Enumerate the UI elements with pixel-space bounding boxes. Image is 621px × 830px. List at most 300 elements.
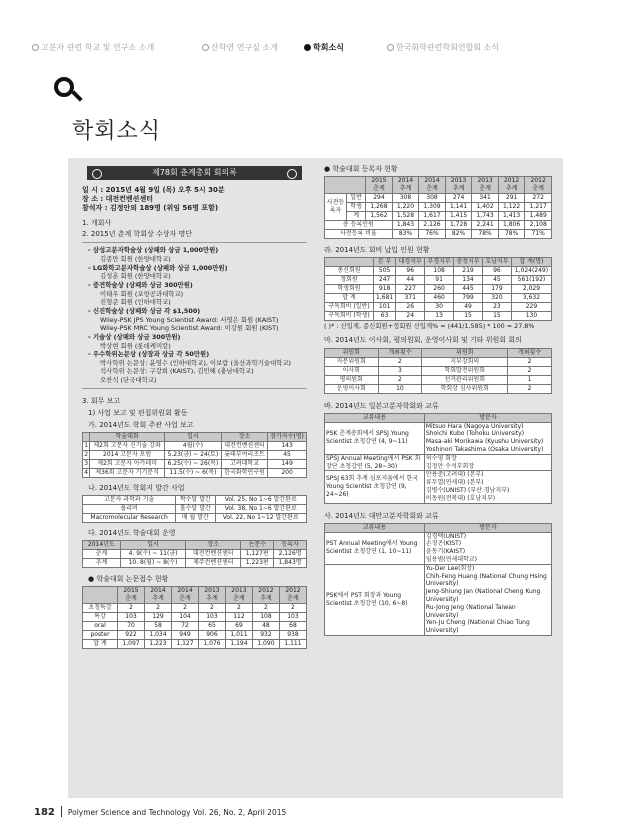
table-cell: 충청지부: [454, 257, 483, 266]
table-cell: 개최횟수: [508, 348, 552, 357]
table-row: [325, 375, 552, 384]
table-cell: [419, 177, 446, 194]
table-cell: 운영이사회: [325, 384, 379, 393]
table-cell: Vol. 22, No 1~12 발간완료: [215, 514, 307, 523]
japan-exchange-table: [324, 413, 552, 504]
item-opening: 1. 개회사: [82, 219, 112, 228]
table-cell: 104: [171, 612, 198, 621]
table-cell: 1,681: [373, 293, 395, 302]
table-cell: 추계: [83, 559, 121, 568]
table-cell: 1,024(249): [511, 266, 551, 275]
table-cell: 1,090: [252, 639, 279, 648]
table-header-row: [325, 257, 552, 266]
table-cell: 특강: [83, 612, 118, 621]
sec3-ga: 가. 2014년도 학회 주관 사업 보고: [88, 420, 194, 429]
award-category: - 신진학술상 (상패와 상금 각 $1,500): [88, 306, 201, 315]
table-cell: 구독회비 (학생): [325, 311, 374, 320]
header-year: 2014: [177, 587, 193, 595]
header-year: 2013: [204, 587, 220, 595]
registration-table: [324, 176, 552, 239]
table-cell: 등록자: [274, 541, 307, 550]
publication-table: [82, 495, 307, 523]
table-cell: 1,402: [472, 202, 499, 211]
table-row: [325, 211, 552, 220]
table-cell: 방문자: [424, 523, 551, 532]
table-cell: 200: [268, 469, 307, 478]
table-cell: 홀수달 발간: [176, 505, 215, 514]
header-year: 2013: [477, 177, 493, 185]
table-cell: 지부장회의: [422, 357, 508, 366]
table-cell: PST Annual Meeting에서 Young Scientist 초청강연 (1, 10~11): [325, 532, 425, 564]
table-row: [325, 471, 552, 503]
table-cell: 1,843명: [274, 559, 307, 568]
table-cell: 2,108: [525, 220, 552, 229]
table-row: [325, 275, 552, 284]
table-cell: 폴리머: [83, 505, 176, 514]
table-cell: 4. 9(수) ~ 11(금): [120, 550, 186, 559]
table-row: [325, 384, 552, 393]
table-cell: 1,127편: [241, 550, 274, 559]
table-row: [325, 454, 552, 471]
table-cell: 460: [425, 293, 454, 302]
table-row: [325, 357, 552, 366]
table-cell: 호남지부: [482, 257, 511, 266]
table-cell: 학회발전위원회: [422, 366, 508, 375]
table-cell: 130: [511, 311, 551, 320]
table-cell: 505: [373, 266, 395, 275]
table-cell: 김경택(UNIST) 손정곤(KIST) 윤동기(KAIST) 임용범(연세대학교): [424, 532, 551, 564]
table-cell: 교류내용: [325, 413, 425, 422]
sec3-title: 3. 회무 보고: [82, 396, 121, 405]
table-cell: 272: [525, 193, 552, 202]
header-season: 춘계: [179, 595, 191, 603]
table-row: [325, 229, 552, 238]
header-season: 춘계: [532, 184, 544, 192]
table-cell: 1,217: [525, 202, 552, 211]
table-row: [83, 496, 307, 505]
table-cell: 2: [118, 603, 145, 612]
table-cell: 78%: [472, 229, 499, 238]
table-cell: 1,220: [392, 202, 419, 211]
award-recipient: 박사학위 논문상: 윤영수 (인하대학교), 이보람 (울산과학기술대학교): [100, 358, 291, 367]
table-row: [83, 505, 307, 514]
table-cell: 179: [482, 284, 511, 293]
table-cell: 1,528: [392, 211, 419, 220]
table-cell: 69: [225, 621, 252, 630]
table-cell: 260: [425, 284, 454, 293]
table-cell: 1: [508, 375, 552, 384]
table-cell: 2,126: [419, 220, 446, 229]
table-cell: 고분자 과학과 기술: [83, 496, 176, 505]
table-cell: 13: [425, 311, 454, 320]
table-cell: 1,011: [225, 630, 252, 639]
header-year: 2012: [503, 177, 520, 185]
table-cell: 2: [252, 603, 279, 612]
sec3-da: 다. 2014년도 학술대회 운영: [88, 529, 176, 538]
table-cell: 춘계: [83, 550, 121, 559]
table-cell: 자문위원회: [325, 357, 379, 366]
nav-dot-icon: [32, 44, 39, 51]
table-cell: 계: [347, 211, 366, 220]
table-cell: 49: [454, 302, 483, 311]
award-category: - 기술상 (상패와 상금 300만원): [88, 332, 181, 341]
table-header-row: [325, 177, 552, 194]
table-cell: 341: [472, 193, 499, 202]
table-cell: [171, 587, 198, 604]
table-cell: 1,223: [145, 639, 172, 648]
page-number: 182: [34, 807, 55, 818]
table-cell: 906: [198, 630, 225, 639]
table-cell: 1,097: [118, 639, 145, 648]
table-row: [325, 422, 552, 454]
table-cell: 44: [396, 275, 425, 284]
table-cell: 949: [171, 630, 198, 639]
table-row: [325, 284, 552, 293]
award-category: - LG화학고분자학술상 (상패와 상금 1,000만원): [88, 263, 228, 272]
nav-label: 고분자 관련 학교 및 연구소 소개: [41, 43, 155, 52]
committee-table: [324, 348, 552, 394]
table-cell: 71%: [525, 229, 552, 238]
header-season: 추계: [260, 595, 272, 603]
meeting-place: 장 소 : 대전컨벤션센터: [82, 195, 153, 204]
table-cell: 1,489: [525, 211, 552, 220]
table-cell: PSK에서 PST 회장과 Young Scientist 초청강연 (10, 6~8): [325, 564, 425, 635]
header-season: 춘계: [426, 184, 438, 192]
table-cell: 45: [482, 275, 511, 284]
header-year: 2014: [397, 177, 414, 185]
table-row: [83, 451, 307, 460]
table-cell: 10. 8(월) ~ 8(수): [120, 559, 186, 568]
table-row: [83, 550, 307, 559]
fee-table: [324, 257, 552, 321]
table-cell: 일시: [164, 433, 221, 442]
nav-dot-icon: [387, 44, 394, 51]
table-cell: [445, 177, 472, 194]
table-cell: 일반: [347, 193, 366, 202]
table-cell: 2: [378, 375, 422, 384]
header-season: 춘계: [287, 595, 299, 603]
table-cell: [145, 587, 172, 604]
table-cell: SPSJ Annual Meeting에서 PSK 회장단 초청강연 (5, 28~30): [325, 454, 425, 471]
table-cell: 제주컨벤션센터: [186, 559, 241, 568]
table-row: [83, 460, 307, 469]
table-cell: 445: [454, 284, 483, 293]
table-header-row: [83, 541, 307, 550]
table-cell: 63: [373, 311, 395, 320]
table-row: [83, 603, 307, 612]
table-cell: 10: [378, 384, 422, 393]
table-row: [325, 220, 552, 229]
header-year: 2014: [150, 587, 166, 595]
table-cell: 위원회: [325, 348, 379, 357]
table-cell: 308: [419, 193, 446, 202]
meeting-banner: 제78회 춘계총회 회의록: [87, 166, 302, 180]
table-cell: 1,223편: [241, 559, 274, 568]
table-cell: 70: [118, 621, 145, 630]
table-cell: 3: [84, 460, 89, 468]
nav-item-2[interactable]: [304, 42, 344, 53]
paper-stat-title: ● 학술대회 논문접수 현황: [88, 575, 169, 584]
table-cell: 2: [279, 603, 306, 612]
table-row: [83, 612, 307, 621]
table-cell: 위원회: [422, 348, 508, 357]
header-year: 2012: [258, 587, 274, 595]
award-recipient: Wiley-PSK MRC Young Scientist Award: 이강원 회원 (KIST): [100, 324, 279, 333]
table-cell: 2014 고분자 포럼: [90, 451, 165, 460]
table-cell: [252, 587, 279, 604]
table-row: [325, 366, 552, 375]
table-cell: 참가자수(명): [268, 433, 307, 442]
table-header-row: [83, 433, 307, 442]
table-cell: 96: [482, 266, 511, 275]
japan-title: 바. 2014년도 일본고분자학회와 교류: [324, 401, 439, 410]
taiwan-title: 사. 2014년도 대만고분자학회와 교류: [324, 511, 439, 520]
journal-info: Polymer Science and Technology Vol. 26, No. 2, April 2015: [67, 808, 287, 817]
table-cell: 선거관리위원회: [422, 375, 508, 384]
table-cell: 장소: [221, 433, 267, 442]
header-season: 춘계: [479, 184, 491, 192]
table-header-row: [325, 348, 552, 357]
award-recipient: 진형준 회원 (인하대학교): [100, 298, 171, 307]
table-cell: [325, 257, 374, 266]
committee-title: 마. 2014년도 이사회, 평의원회, 운영이사회 및 기타 위원회 회의: [324, 336, 522, 345]
table-cell: 2: [508, 384, 552, 393]
table-cell: 82%: [445, 229, 472, 238]
table-cell: 129: [145, 612, 172, 621]
table-row: [83, 514, 307, 523]
table-cell: PSK 춘계총회에서 SPSJ Young Scientist 초청강연 (4, 9~11): [325, 422, 425, 454]
table-cell: 1,194: [225, 639, 252, 648]
table-cell: 교류내용: [325, 523, 425, 532]
table-cell: 1,617: [419, 211, 446, 220]
table-cell: 11.5(수) ~ 6(목): [164, 469, 221, 478]
table-cell: [392, 177, 419, 194]
nav-item-0[interactable]: [32, 42, 154, 53]
table-cell: 본 부: [373, 257, 395, 266]
table-cell: 2014년도: [83, 541, 121, 550]
award-category: - 삼성고분자학술상 (상패와 상금 1,000만원): [88, 246, 219, 255]
table-cell: 229: [511, 302, 551, 311]
table-cell: 2: [508, 357, 552, 366]
table-row: [325, 202, 552, 211]
awards-list: [82, 242, 307, 388]
table-cell: 1,127: [171, 639, 198, 648]
table-cell: 1,268: [366, 202, 393, 211]
award-recipient: 박상현 회원 (롯데케미칼): [100, 341, 171, 350]
header-year: 2014: [424, 177, 440, 185]
header-season: 추계: [452, 184, 465, 192]
table-cell: 274: [445, 193, 472, 202]
table-cell: 1,806: [498, 220, 525, 229]
table-cell: 1,415: [445, 211, 472, 220]
header-season: 추계: [399, 184, 412, 192]
table-cell: Vol. 25, No 1~6 발간완료: [215, 496, 307, 505]
meeting-date: 일 시 : 2015년 4월 9일 (목) 오후 5시 30분: [82, 186, 225, 194]
table-row: [83, 469, 307, 478]
table-cell: 76%: [419, 229, 446, 238]
table-cell: 1,141: [445, 202, 472, 211]
table-cell: 294: [366, 193, 393, 202]
table-cell: 4: [84, 469, 89, 477]
table-cell: 롯데부여리조트: [221, 451, 267, 460]
table-cell: 대전컨벤션센터: [186, 550, 241, 559]
table-cell: oral: [83, 621, 118, 630]
table-cell: 학생회원: [325, 284, 374, 293]
table-cell: 1,413: [498, 211, 525, 220]
header-season: 춘계: [125, 595, 137, 603]
table-cell: [83, 433, 90, 442]
table-row: [83, 639, 307, 648]
table-cell: [225, 587, 252, 604]
award-recipient: 이태우 회원 (포항공과대학교): [100, 289, 184, 298]
table-cell: 합 계: [83, 639, 118, 648]
table-cell: 227: [396, 284, 425, 293]
table-cell: 2: [378, 357, 422, 366]
table-cell: 922: [118, 630, 145, 639]
header-season: 추계: [206, 595, 218, 603]
table-cell: 학생: [347, 202, 366, 211]
table-cell: 1,728: [445, 220, 472, 229]
table-cell: 사전등록 비율: [325, 229, 393, 238]
table-cell: 15: [454, 311, 483, 320]
table-cell: 918: [373, 284, 395, 293]
table-cell: 103: [279, 612, 306, 621]
table-cell: 219: [454, 266, 483, 275]
table-cell: 15: [482, 311, 511, 320]
header-year: 2012: [285, 587, 301, 595]
table-cell: 2,241: [472, 220, 499, 229]
award-category: - 중견학술상 (상패와 상금 300만원): [88, 281, 193, 290]
header-season: 춘계: [373, 184, 385, 192]
table-cell: 1,309: [419, 202, 446, 211]
fee-title: 라. 2014년도 회비 납입 인원 현황: [324, 245, 430, 254]
table-cell: 45: [268, 451, 307, 460]
table-cell: 68: [279, 621, 306, 630]
header-year: 2013: [450, 177, 467, 185]
table-cell: 1,111: [279, 639, 306, 648]
table-cell: 1,122: [498, 202, 525, 211]
table-cell: 논문수: [241, 541, 274, 550]
table-cell: 291: [498, 193, 525, 202]
table-cell: 대전컨벤션센터: [221, 442, 267, 451]
table-cell: 24: [396, 311, 425, 320]
table-cell: 2: [84, 451, 89, 459]
table-row: [83, 559, 307, 568]
left-column: [82, 163, 307, 649]
table-cell: 1,034: [145, 630, 172, 639]
table-header-row: [325, 523, 552, 532]
table-cell: 938: [279, 630, 306, 639]
table-cell: poster: [83, 630, 118, 639]
table-row: [325, 302, 552, 311]
table-cell: 구독회비 (일반): [325, 302, 374, 311]
table-cell: 종신회원: [325, 266, 374, 275]
table-cell: 대경지부: [396, 257, 425, 266]
table-row: [325, 532, 552, 564]
table-cell: 2: [171, 603, 198, 612]
sec3-na: 나. 2014년도 학회지 발간 사업: [88, 484, 185, 492]
table-cell: 101: [373, 302, 395, 311]
table-cell: 91: [425, 275, 454, 284]
table-header-row: [325, 413, 552, 422]
table-cell: 247: [373, 275, 395, 284]
right-column: [324, 163, 552, 636]
table-cell: 134: [454, 275, 483, 284]
table-cell: 65: [198, 621, 225, 630]
table-cell: 2: [225, 603, 252, 612]
table-cell: 6.25(수) ~ 26(목): [164, 460, 221, 469]
award-recipient: Wiley-PSK JPS Young Scientist Award: 서영은 회원 (KAIST): [100, 315, 279, 324]
registration-title: ● 학술대회 등록자 현황: [324, 165, 398, 173]
header-season: 추계: [152, 595, 164, 603]
header-year: 2015: [371, 177, 387, 185]
taiwan-exchange-table: [324, 523, 552, 636]
table-cell: Yu-Der Lee(회장) Chih-Feng Huang (National Chung Hsing University) Jeng-Shiung Jan (National Cheng Kung University) Ru-Jong Jeng (National Taiwan University) Yen-Ju Cheng (National Chiao Tung University): [424, 564, 551, 635]
nav-dot-icon: [304, 44, 311, 51]
table-cell: Vol. 38, No 1~6 발간완료: [215, 505, 307, 514]
table-row: [325, 564, 552, 635]
nav-item-3[interactable]: [387, 42, 499, 53]
table-row: [83, 621, 307, 630]
table-header-row: [83, 587, 307, 604]
table-cell: [498, 177, 525, 194]
table-cell: 1: [84, 442, 89, 450]
award-recipient: 석사학위 논문상: 구강희 (KAIST), 김민혜 (충남대학교): [100, 367, 254, 376]
nav-label: 한국화학관련학회연합회 소식: [396, 43, 500, 52]
table-cell: 1,743: [472, 211, 499, 220]
table-cell: 개최횟수: [378, 348, 422, 357]
nav-item-1[interactable]: [202, 42, 278, 53]
table-row: [325, 311, 552, 320]
table-cell: 26: [396, 302, 425, 311]
table-cell: 합 계: [325, 293, 374, 302]
table-cell: [118, 587, 145, 604]
table-cell: 5.23(금) ~ 24(토): [164, 451, 221, 460]
table-cell: 112: [225, 612, 252, 621]
nav-label: 산학연 연구실 소개: [211, 43, 278, 52]
table-cell: 48: [252, 621, 279, 630]
table-cell: 1,562: [366, 211, 393, 220]
table-cell: [279, 587, 306, 604]
table-cell: 96: [396, 266, 425, 275]
table-cell: 2: [508, 366, 552, 375]
page-footer: [34, 806, 286, 818]
business-table: [82, 432, 307, 478]
table-row: [325, 193, 552, 202]
table-cell: 371: [396, 293, 425, 302]
table-cell: 정회원: [325, 275, 374, 284]
table-cell: 안용준(고려대) (본부) 류두열(연세대) (본부) 김병수(UNIST) (부산.경남지부) 이동원(전북대) (호남지부): [424, 471, 551, 503]
table-cell: 학술대회: [90, 433, 165, 442]
table-row: [83, 442, 307, 451]
table-cell: 합 계(명): [511, 257, 551, 266]
header-season: 춘계: [233, 595, 245, 603]
table-cell: [198, 587, 225, 604]
table-row: [325, 293, 552, 302]
table-cell: 83%: [392, 229, 419, 238]
table-cell: 143: [268, 442, 307, 451]
table-cell: 72: [171, 621, 198, 630]
table-cell: 2,029: [511, 284, 551, 293]
award-recipient: 김종만 회원 (한양대학교): [100, 255, 171, 264]
table-cell: SPSJ 63회 추계 심포지움에서 한국 Young Scientist 초청강연 (9, 24~26): [325, 471, 425, 503]
table-cell: Mitsuo Hara (Nagoya University) Shoichi Kubo (Tohoku University) Masa-aki Morikawa (Kyushu University) Yoshinori Takashima (Osaka University): [424, 422, 551, 454]
fee-note: ( )* : 신입계, 종신회원+정회원 신입계% = (441/1,585) * 100 = 27.8%: [324, 321, 535, 330]
table-cell: 103: [118, 612, 145, 621]
meeting-attendees: 참석자 : 김정안외 189명 (위임 56명 포함): [82, 204, 219, 213]
table-cell: 320: [482, 293, 511, 302]
table-cell: 제2회 고분자 신기술 강좌: [90, 442, 165, 451]
